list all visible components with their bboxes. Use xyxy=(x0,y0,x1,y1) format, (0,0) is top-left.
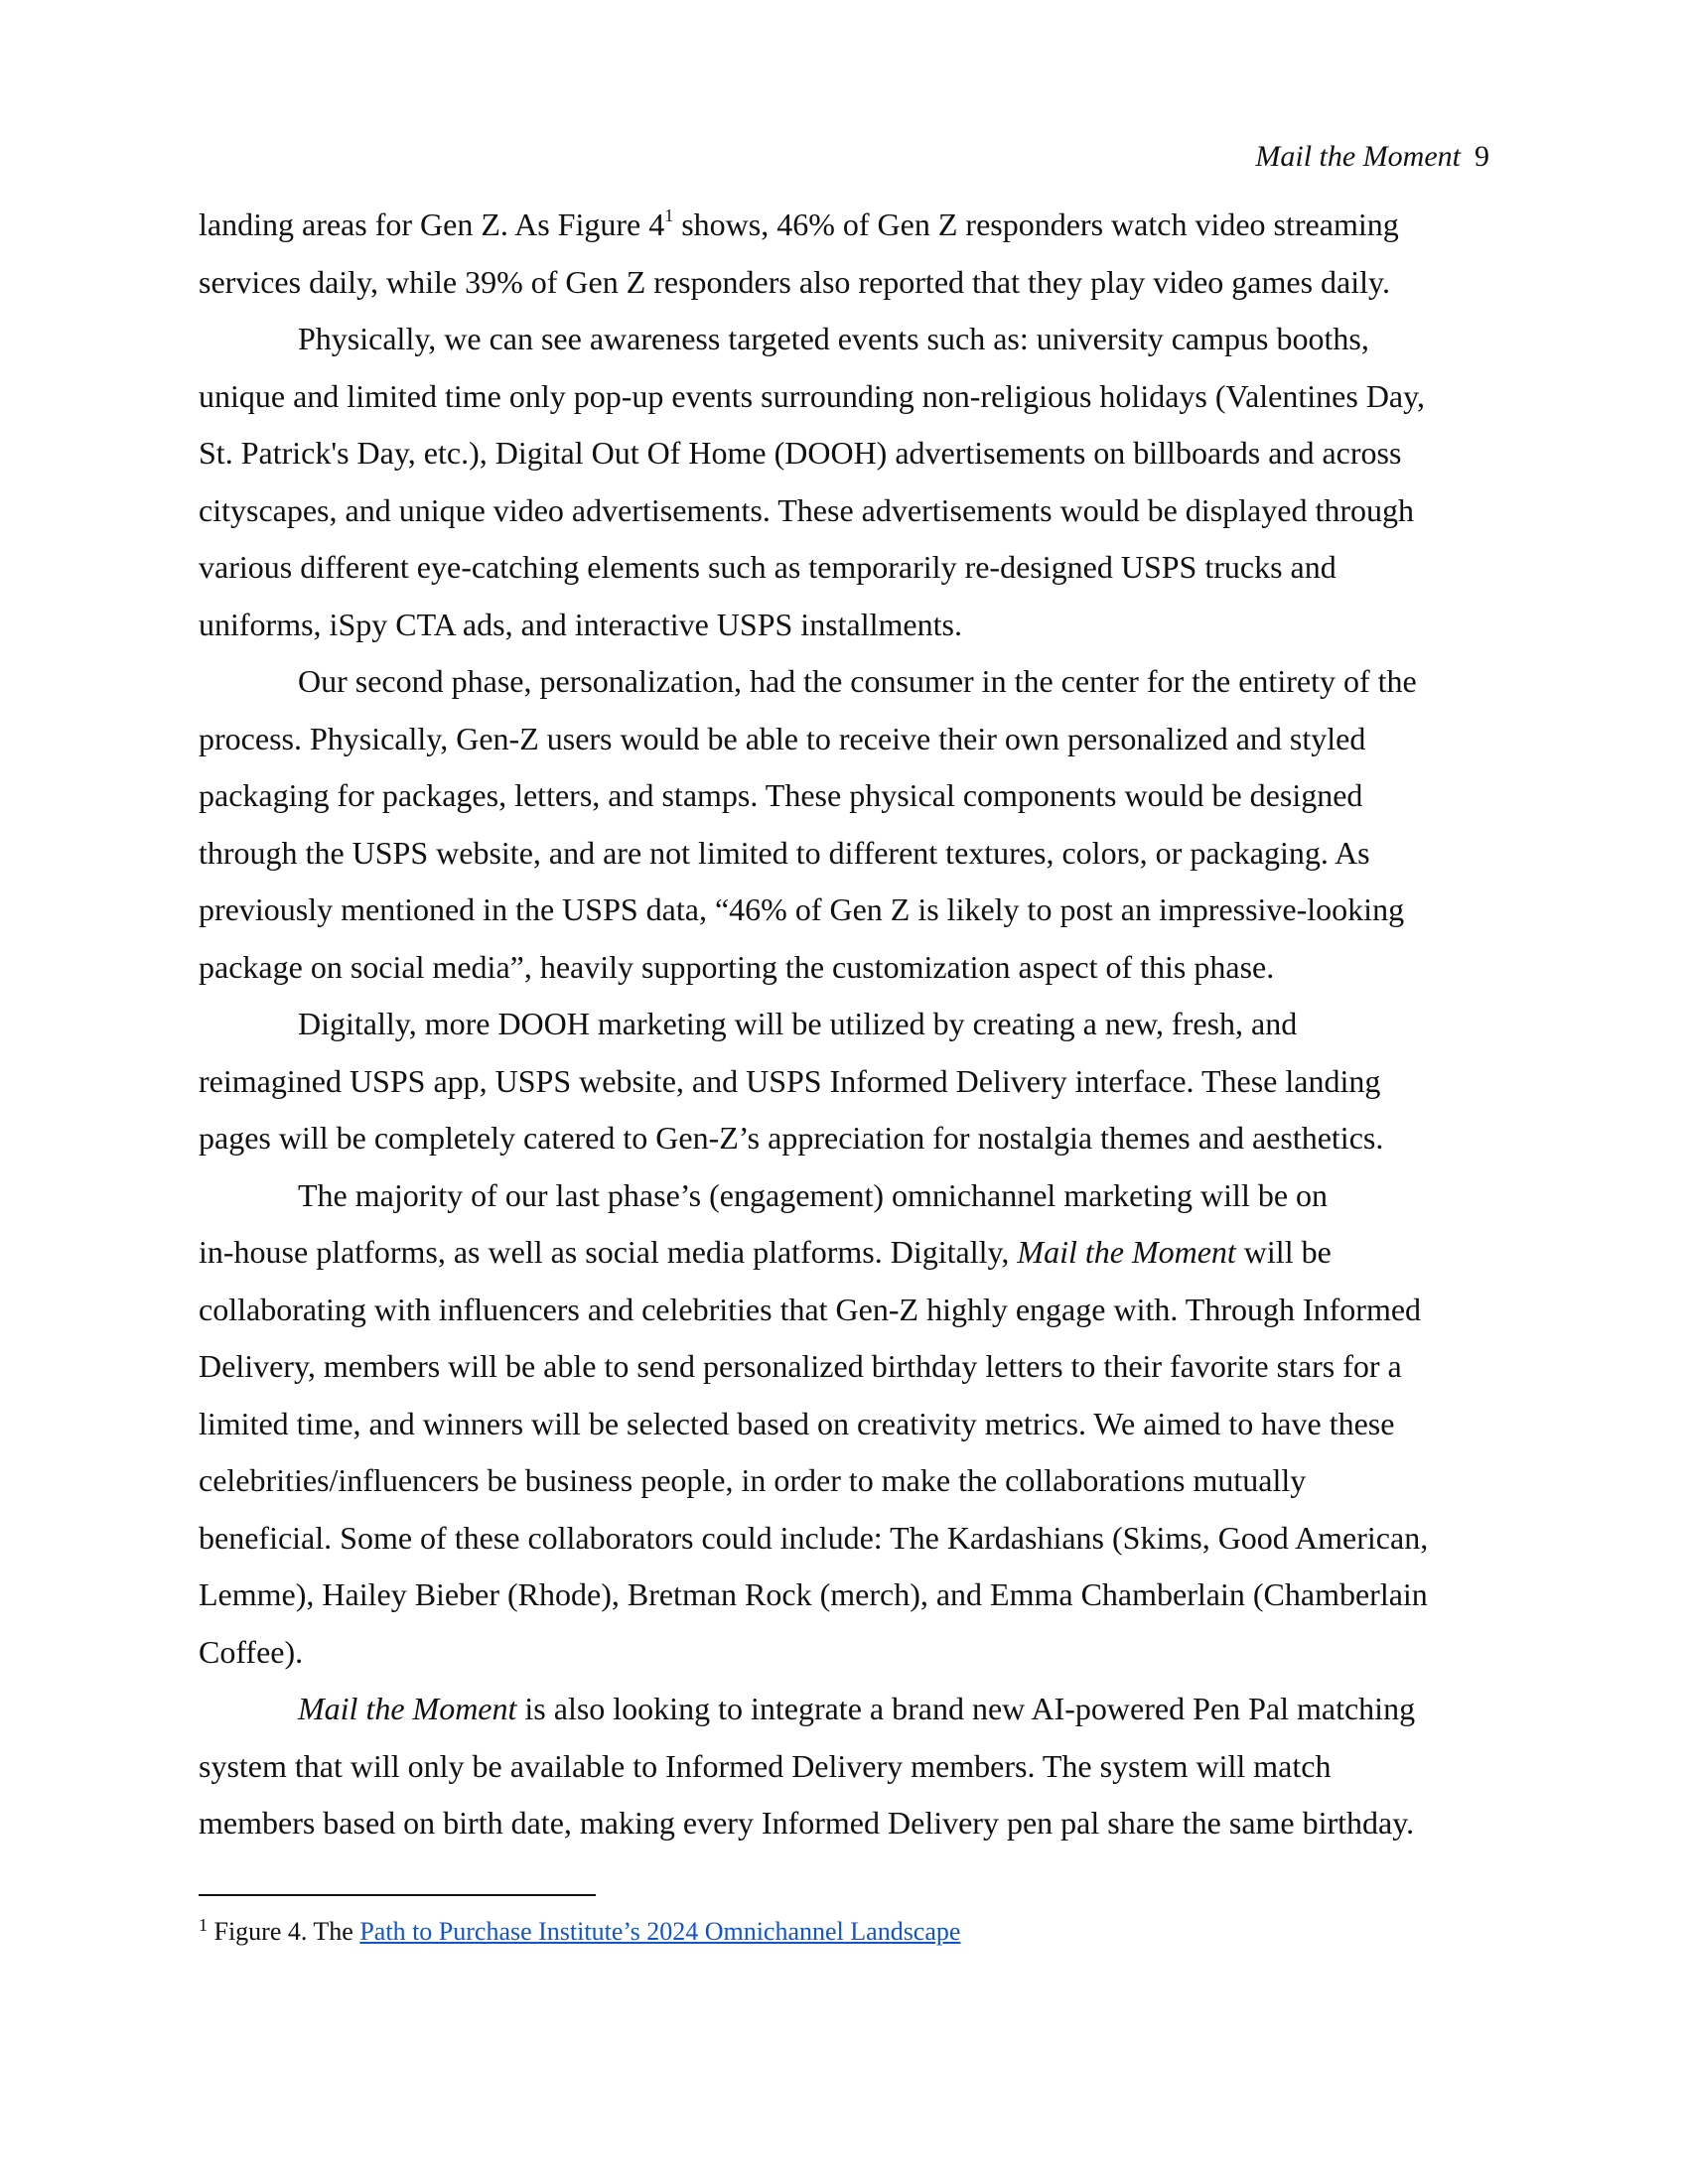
text-run: unique and limited time only pop-up events surrounding non-religious holidays (Valentines Day, xyxy=(199,377,1426,414)
text-run: in-house platforms, as well as social media platforms. Digitally, xyxy=(199,1234,1018,1270)
text-run: is also looking to integrate a brand new AI-powered Pen Pal matching xyxy=(516,1691,1416,1726)
text-line xyxy=(199,425,1494,482)
text-line xyxy=(199,597,1494,654)
text-line xyxy=(199,996,1494,1053)
text-run: Lemme), Hailey Bieber (Rhode), Bretman Rock (merch), and Emma Chamberlain (Chamberlain xyxy=(199,1576,1428,1612)
text-run: through the USPS website, and are not limited to different textures, colors, or packaging. As xyxy=(199,834,1370,871)
paragraph xyxy=(199,996,1494,1167)
text-line xyxy=(199,1282,1494,1339)
text-run: celebrities/influencers be business people, in order to make the collaborations mutually xyxy=(199,1462,1307,1498)
text-run: reimagined USPS app, USPS website, and USPS Informed Delivery interface. These landing xyxy=(199,1062,1381,1099)
text-line xyxy=(199,939,1494,997)
text-line xyxy=(199,1510,1494,1568)
body-text xyxy=(199,197,1494,1852)
text-run: collaborating with influencers and celebrities that Gen-Z highly engage with. Through Informed xyxy=(199,1291,1422,1327)
text-run: previously mentioned in the USPS data, “46% of Gen Z is likely to post an impressive-looking xyxy=(199,891,1405,927)
text-run: Our second phase, personalization, had the consumer in the center for the entirety of the xyxy=(298,663,1417,699)
text-run: St. Patrick's Day, etc.), Digital Out Of Home (DOOH) advertisements on billboards and across xyxy=(199,435,1402,471)
text-line xyxy=(199,1338,1494,1396)
text-line xyxy=(199,1738,1494,1796)
paragraph xyxy=(199,653,1494,996)
text-run: cityscapes, and unique video advertisements. These advertisements would be displayed through xyxy=(199,491,1414,528)
text-line xyxy=(199,368,1494,426)
text-run: Delivery, members will be able to send personalized birthday letters to their favorite stars for a xyxy=(199,1348,1402,1384)
paragraph xyxy=(199,197,1494,311)
footnote-divider xyxy=(199,1894,596,1896)
text-line xyxy=(199,539,1494,597)
footnote-marker: 1 xyxy=(199,1915,208,1935)
text-line xyxy=(199,711,1494,768)
text-run: will be xyxy=(1235,1234,1332,1270)
italic-title: Mail the Moment xyxy=(298,1691,517,1726)
paragraph xyxy=(199,311,1494,653)
text-line xyxy=(199,254,1494,312)
footnote xyxy=(199,1914,960,1950)
text-run: services daily, while 39% of Gen Z responders also reported that they play video games daily. xyxy=(199,263,1390,300)
text-line xyxy=(199,1795,1494,1852)
text-run: shows, 46% of Gen Z responders watch video streaming xyxy=(673,206,1399,242)
text-run: system that will only be available to Informed Delivery members. The system will match xyxy=(199,1747,1332,1784)
footnote-prefix: Figure 4. The xyxy=(208,1917,360,1946)
text-line xyxy=(199,1110,1494,1167)
text-line xyxy=(199,311,1494,368)
text-run: landing areas for Gen Z. As Figure 4 xyxy=(199,206,665,242)
text-run: pages will be completely catered to Gen-Z’s appreciation for nostalgia themes and aesthetics. xyxy=(199,1120,1384,1156)
text-line xyxy=(199,1167,1494,1225)
page-number: 9 xyxy=(1475,140,1489,173)
text-line xyxy=(199,825,1494,883)
text-run: packaging for packages, letters, and stamps. These physical components would be designed xyxy=(199,777,1363,813)
footnote-reference: 1 xyxy=(664,205,674,225)
header-title: Mail the Moment xyxy=(1255,140,1461,173)
text-run: Physically, we can see awareness targeted events such as: university campus booths, xyxy=(298,321,1369,356)
text-line xyxy=(199,197,1494,254)
text-run: uniforms, iSpy CTA ads, and interactive USPS installments. xyxy=(199,606,962,642)
text-line xyxy=(199,482,1494,540)
text-run: package on social media”, heavily supporting the customization aspect of this phase. xyxy=(199,948,1275,985)
text-line xyxy=(199,767,1494,825)
italic-title: Mail the Moment xyxy=(1017,1234,1236,1270)
text-run: limited time, and winners will be selected based on creativity metrics. We aimed to have these xyxy=(199,1405,1395,1441)
text-run: members based on birth date, making every Informed Delivery pen pal share the same birthday. xyxy=(199,1805,1415,1841)
text-line xyxy=(199,1396,1494,1453)
text-run: Coffee). xyxy=(199,1633,304,1670)
text-run: beneficial. Some of these collaborators could include: The Kardashians (Skims, Good American, xyxy=(199,1519,1429,1556)
text-line xyxy=(199,1567,1494,1624)
text-line xyxy=(199,653,1494,711)
text-line xyxy=(199,1624,1494,1682)
paragraph xyxy=(199,1681,1494,1852)
text-line xyxy=(199,1053,1494,1111)
text-run: various different eye-catching elements such as temporarily re-designed USPS trucks and xyxy=(199,549,1336,585)
text-line xyxy=(199,1224,1494,1282)
text-run: Digitally, more DOOH marketing will be utilized by creating a new, fresh, and xyxy=(298,1006,1298,1041)
running-header xyxy=(1255,137,1489,177)
text-line xyxy=(199,882,1494,939)
footnote-link[interactable]: Path to Purchase Institute’s 2024 Omnichannel Landscape xyxy=(359,1917,961,1946)
text-line xyxy=(199,1681,1494,1738)
text-run: The majority of our last phase’s (engagement) omnichannel marketing will be on xyxy=(298,1176,1329,1213)
paragraph xyxy=(199,1167,1494,1682)
text-run: process. Physically, Gen-Z users would be able to receive their own personalized and styled xyxy=(199,720,1366,756)
text-line xyxy=(199,1452,1494,1510)
